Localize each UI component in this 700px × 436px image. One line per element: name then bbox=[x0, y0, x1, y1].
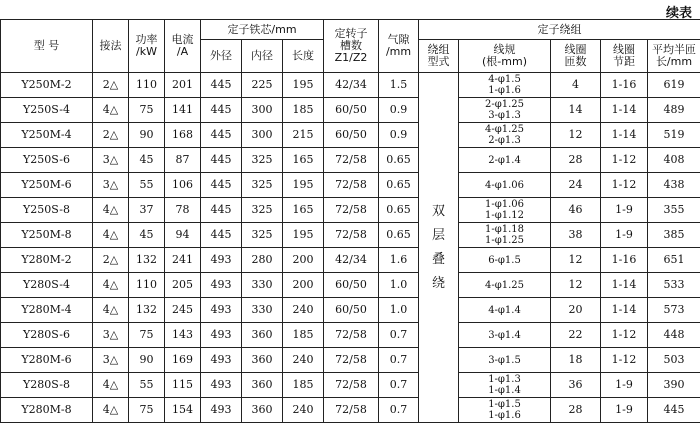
table-row bbox=[1, 373, 700, 398]
header-inner-dia: 内径 bbox=[242, 40, 283, 73]
cell-connection: 4△ bbox=[93, 273, 129, 298]
cell-air-gap: 0.65 bbox=[379, 223, 419, 248]
cell-slots: 72/58 bbox=[324, 223, 379, 248]
cell-outer-dia: 493 bbox=[201, 348, 242, 373]
cell-outer-dia: 493 bbox=[201, 273, 242, 298]
cell-length: 240 bbox=[283, 348, 324, 373]
cell-power: 75 bbox=[129, 98, 165, 123]
header-winding-type: 绕组 型式 bbox=[419, 40, 459, 73]
cell-half-turn: 385 bbox=[648, 223, 700, 248]
cell-slots: 72/58 bbox=[324, 323, 379, 348]
cell-half-turn: 651 bbox=[648, 248, 700, 273]
cell-slots: 72/58 bbox=[324, 173, 379, 198]
table-row bbox=[1, 123, 700, 148]
cell-air-gap: 1.5 bbox=[379, 73, 419, 98]
table-row bbox=[1, 298, 700, 323]
cell-half-turn: 489 bbox=[648, 98, 700, 123]
cell-turns: 38 bbox=[551, 223, 601, 248]
header-stator-winding: 定子绕组 bbox=[419, 20, 700, 40]
cell-half-turn: 533 bbox=[648, 273, 700, 298]
cell-inner-dia: 330 bbox=[242, 298, 283, 323]
cell-pitch: 1-12 bbox=[601, 323, 648, 348]
cell-length: 195 bbox=[283, 173, 324, 198]
cell-air-gap: 0.7 bbox=[379, 398, 419, 423]
cell-model: Y280M-6 bbox=[1, 348, 93, 373]
cell-inner-dia: 300 bbox=[242, 98, 283, 123]
cell-half-turn: 448 bbox=[648, 323, 700, 348]
cell-wire-spec: 2-φ1.4 bbox=[459, 148, 551, 173]
table-row bbox=[1, 323, 700, 348]
cell-wire-spec: 3-φ1.5 bbox=[459, 348, 551, 373]
continued-label: 续表 bbox=[665, 6, 692, 21]
cell-half-turn: 503 bbox=[648, 348, 700, 373]
cell-air-gap: 0.9 bbox=[379, 123, 419, 148]
cell-pitch: 1-16 bbox=[601, 248, 648, 273]
cell-air-gap: 0.65 bbox=[379, 148, 419, 173]
cell-model: Y250S-4 bbox=[1, 98, 93, 123]
cell-connection: 3△ bbox=[93, 173, 129, 198]
cell-length: 165 bbox=[283, 148, 324, 173]
cell-turns: 20 bbox=[551, 298, 601, 323]
cell-connection: 3△ bbox=[93, 323, 129, 348]
cell-current: 154 bbox=[165, 398, 201, 423]
cell-power: 45 bbox=[129, 223, 165, 248]
cell-outer-dia: 445 bbox=[201, 123, 242, 148]
table-row bbox=[1, 248, 700, 273]
cell-power: 37 bbox=[129, 198, 165, 223]
cell-current: 141 bbox=[165, 98, 201, 123]
cell-turns: 28 bbox=[551, 148, 601, 173]
header-half-turn: 平均半匝 长/mm bbox=[648, 40, 700, 73]
cell-half-turn: 619 bbox=[648, 73, 700, 98]
cell-power: 55 bbox=[129, 173, 165, 198]
cell-length: 185 bbox=[283, 98, 324, 123]
cell-pitch: 1-9 bbox=[601, 398, 648, 423]
cell-current: 87 bbox=[165, 148, 201, 173]
cell-slots: 72/58 bbox=[324, 198, 379, 223]
cell-connection: 3△ bbox=[93, 148, 129, 173]
cell-turns: 12 bbox=[551, 123, 601, 148]
cell-outer-dia: 445 bbox=[201, 148, 242, 173]
cell-wire-spec: 1-φ1.18 1-φ1.25 bbox=[459, 223, 551, 248]
cell-wire-spec: 1-φ1.06 1-φ1.12 bbox=[459, 198, 551, 223]
cell-model: Y280M-2 bbox=[1, 248, 93, 273]
cell-current: 205 bbox=[165, 273, 201, 298]
motor-data-table bbox=[0, 19, 700, 423]
cell-outer-dia: 493 bbox=[201, 298, 242, 323]
cell-current: 78 bbox=[165, 198, 201, 223]
cell-length: 185 bbox=[283, 373, 324, 398]
cell-wire-spec: 2-φ1.25 3-φ1.3 bbox=[459, 98, 551, 123]
cell-power: 75 bbox=[129, 323, 165, 348]
cell-turns: 24 bbox=[551, 173, 601, 198]
cell-slots: 72/58 bbox=[324, 348, 379, 373]
cell-wire-spec: 4-φ1.06 bbox=[459, 173, 551, 198]
table-row bbox=[1, 398, 700, 423]
cell-wire-spec: 4-φ1.4 bbox=[459, 298, 551, 323]
cell-outer-dia: 445 bbox=[201, 98, 242, 123]
table-row bbox=[1, 348, 700, 373]
cell-air-gap: 1.0 bbox=[379, 273, 419, 298]
table-row bbox=[1, 223, 700, 248]
cell-slots: 72/58 bbox=[324, 373, 379, 398]
cell-wire-spec: 3-φ1.4 bbox=[459, 323, 551, 348]
cell-length: 165 bbox=[283, 198, 324, 223]
cell-half-turn: 355 bbox=[648, 198, 700, 223]
cell-air-gap: 1.0 bbox=[379, 298, 419, 323]
cell-connection: 2△ bbox=[93, 123, 129, 148]
cell-length: 215 bbox=[283, 123, 324, 148]
cell-power: 110 bbox=[129, 273, 165, 298]
cell-power: 55 bbox=[129, 373, 165, 398]
cell-power: 75 bbox=[129, 398, 165, 423]
cell-turns: 46 bbox=[551, 198, 601, 223]
cell-slots: 60/50 bbox=[324, 98, 379, 123]
header-connection: 接法 bbox=[93, 20, 129, 73]
cell-connection: 4△ bbox=[93, 298, 129, 323]
cell-model: Y280M-4 bbox=[1, 298, 93, 323]
cell-power: 90 bbox=[129, 348, 165, 373]
cell-slots: 42/34 bbox=[324, 248, 379, 273]
cell-air-gap: 0.7 bbox=[379, 323, 419, 348]
header-wire-spec: 线规 (根-mm) bbox=[459, 40, 551, 73]
cell-half-turn: 408 bbox=[648, 148, 700, 173]
header-length: 长度 bbox=[283, 40, 324, 73]
cell-outer-dia: 445 bbox=[201, 173, 242, 198]
cell-slots: 60/50 bbox=[324, 298, 379, 323]
cell-inner-dia: 325 bbox=[242, 148, 283, 173]
header-pitch: 线圈 节距 bbox=[601, 40, 648, 73]
cell-half-turn: 438 bbox=[648, 173, 700, 198]
cell-power: 110 bbox=[129, 73, 165, 98]
cell-current: 168 bbox=[165, 123, 201, 148]
cell-current: 241 bbox=[165, 248, 201, 273]
cell-model: Y280S-4 bbox=[1, 273, 93, 298]
cell-inner-dia: 360 bbox=[242, 398, 283, 423]
cell-air-gap: 0.65 bbox=[379, 173, 419, 198]
cell-inner-dia: 330 bbox=[242, 273, 283, 298]
cell-connection: 4△ bbox=[93, 198, 129, 223]
cell-outer-dia: 445 bbox=[201, 198, 242, 223]
cell-current: 115 bbox=[165, 373, 201, 398]
cell-wire-spec: 6-φ1.5 bbox=[459, 248, 551, 273]
cell-length: 185 bbox=[283, 323, 324, 348]
cell-turns: 12 bbox=[551, 248, 601, 273]
cell-inner-dia: 360 bbox=[242, 348, 283, 373]
cell-turns: 36 bbox=[551, 373, 601, 398]
cell-current: 143 bbox=[165, 323, 201, 348]
cell-power: 90 bbox=[129, 123, 165, 148]
cell-wire-spec: 4-φ1.25 2-φ1.3 bbox=[459, 123, 551, 148]
cell-half-turn: 573 bbox=[648, 298, 700, 323]
cell-model: Y280S-6 bbox=[1, 323, 93, 348]
cell-length: 195 bbox=[283, 73, 324, 98]
cell-slots: 60/50 bbox=[324, 273, 379, 298]
cell-air-gap: 0.7 bbox=[379, 373, 419, 398]
cell-pitch: 1-14 bbox=[601, 98, 648, 123]
cell-inner-dia: 225 bbox=[242, 73, 283, 98]
cell-turns: 28 bbox=[551, 398, 601, 423]
header-current: 电流 /A bbox=[165, 20, 201, 73]
cell-length: 195 bbox=[283, 223, 324, 248]
cell-wire-spec: 4-φ1.25 bbox=[459, 273, 551, 298]
cell-slots: 60/50 bbox=[324, 123, 379, 148]
cell-pitch: 1-16 bbox=[601, 73, 648, 98]
cell-model: Y250M-8 bbox=[1, 223, 93, 248]
header-turns: 线圈 匝数 bbox=[551, 40, 601, 73]
cell-current: 94 bbox=[165, 223, 201, 248]
cell-slots: 72/58 bbox=[324, 148, 379, 173]
cell-length: 200 bbox=[283, 273, 324, 298]
cell-model: Y250M-2 bbox=[1, 73, 93, 98]
cell-power: 132 bbox=[129, 248, 165, 273]
cell-current: 106 bbox=[165, 173, 201, 198]
cell-current: 201 bbox=[165, 73, 201, 98]
header-model: 型 号 bbox=[1, 20, 93, 73]
cell-model: Y250S-6 bbox=[1, 148, 93, 173]
cell-outer-dia: 493 bbox=[201, 248, 242, 273]
cell-connection: 4△ bbox=[93, 373, 129, 398]
cell-pitch: 1-12 bbox=[601, 173, 648, 198]
cell-half-turn: 445 bbox=[648, 398, 700, 423]
cell-air-gap: 0.9 bbox=[379, 98, 419, 123]
cell-air-gap: 0.65 bbox=[379, 198, 419, 223]
cell-connection: 2△ bbox=[93, 248, 129, 273]
header-power: 功率 /kW bbox=[129, 20, 165, 73]
cell-connection: 4△ bbox=[93, 223, 129, 248]
cell-wire-spec: 1-φ1.5 1-φ1.6 bbox=[459, 398, 551, 423]
table-row bbox=[1, 148, 700, 173]
cell-pitch: 1-14 bbox=[601, 298, 648, 323]
cell-outer-dia: 445 bbox=[201, 73, 242, 98]
cell-connection: 4△ bbox=[93, 98, 129, 123]
header-air-gap: 气隙 /mm bbox=[379, 20, 419, 73]
cell-turns: 22 bbox=[551, 323, 601, 348]
cell-model: Y250S-8 bbox=[1, 198, 93, 223]
cell-pitch: 1-14 bbox=[601, 123, 648, 148]
table-row bbox=[1, 173, 700, 198]
cell-wire-spec: 1-φ1.3 1-φ1.4 bbox=[459, 373, 551, 398]
table-row bbox=[1, 273, 700, 298]
cell-inner-dia: 360 bbox=[242, 323, 283, 348]
cell-connection: 3△ bbox=[93, 348, 129, 373]
table-row bbox=[1, 98, 700, 123]
cell-half-turn: 519 bbox=[648, 123, 700, 148]
cell-model: Y280M-8 bbox=[1, 398, 93, 423]
header-slots: 定转子 槽数 Z1/Z2 bbox=[324, 20, 379, 73]
cell-outer-dia: 493 bbox=[201, 398, 242, 423]
cell-power: 132 bbox=[129, 298, 165, 323]
cell-current: 245 bbox=[165, 298, 201, 323]
header-stator-core: 定子铁芯/mm bbox=[201, 20, 324, 40]
cell-current: 169 bbox=[165, 348, 201, 373]
cell-inner-dia: 280 bbox=[242, 248, 283, 273]
cell-pitch: 1-14 bbox=[601, 273, 648, 298]
cell-pitch: 1-12 bbox=[601, 348, 648, 373]
cell-air-gap: 1.6 bbox=[379, 248, 419, 273]
cell-connection: 2△ bbox=[93, 73, 129, 98]
cell-outer-dia: 445 bbox=[201, 223, 242, 248]
cell-slots: 42/34 bbox=[324, 73, 379, 98]
cell-half-turn: 390 bbox=[648, 373, 700, 398]
cell-slots: 72/58 bbox=[324, 398, 379, 423]
cell-inner-dia: 325 bbox=[242, 198, 283, 223]
cell-winding-type: 双 层 叠 绕 bbox=[419, 73, 459, 423]
table-body bbox=[1, 73, 700, 423]
cell-turns: 18 bbox=[551, 348, 601, 373]
cell-outer-dia: 493 bbox=[201, 323, 242, 348]
cell-turns: 14 bbox=[551, 98, 601, 123]
cell-pitch: 1-9 bbox=[601, 198, 648, 223]
cell-length: 240 bbox=[283, 398, 324, 423]
cell-inner-dia: 325 bbox=[242, 223, 283, 248]
cell-power: 45 bbox=[129, 148, 165, 173]
cell-pitch: 1-12 bbox=[601, 148, 648, 173]
cell-model: Y250M-6 bbox=[1, 173, 93, 198]
cell-wire-spec: 4-φ1.5 1-φ1.6 bbox=[459, 73, 551, 98]
cell-inner-dia: 300 bbox=[242, 123, 283, 148]
cell-inner-dia: 325 bbox=[242, 173, 283, 198]
cell-model: Y280S-8 bbox=[1, 373, 93, 398]
cell-turns: 12 bbox=[551, 273, 601, 298]
table-row bbox=[1, 198, 700, 223]
cell-outer-dia: 493 bbox=[201, 373, 242, 398]
cell-pitch: 1-9 bbox=[601, 223, 648, 248]
header-outer-dia: 外径 bbox=[201, 40, 242, 73]
cell-length: 200 bbox=[283, 248, 324, 273]
table-row bbox=[1, 73, 700, 98]
cell-air-gap: 0.7 bbox=[379, 348, 419, 373]
cell-connection: 4△ bbox=[93, 398, 129, 423]
cell-model: Y250M-4 bbox=[1, 123, 93, 148]
cell-length: 240 bbox=[283, 298, 324, 323]
cell-pitch: 1-9 bbox=[601, 373, 648, 398]
cell-turns: 4 bbox=[551, 73, 601, 98]
cell-inner-dia: 360 bbox=[242, 373, 283, 398]
